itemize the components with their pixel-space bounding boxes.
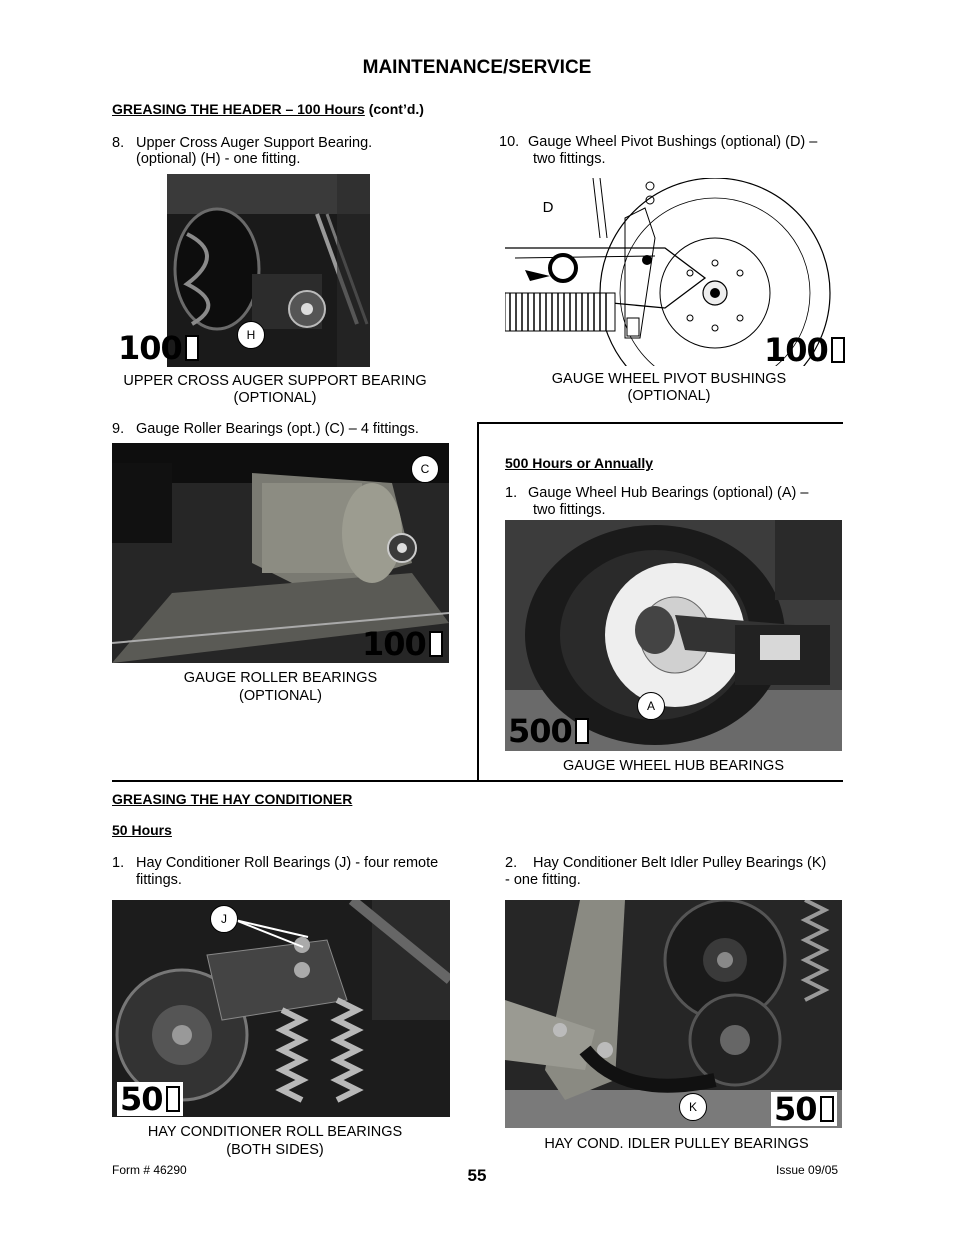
caption-gauge-wheel-pivot-2: (OPTIONAL): [627, 388, 711, 404]
item-9-line1: Gauge Roller Bearings (opt.) (C) – 4 fittings.: [136, 421, 419, 437]
item-8-line2: (optional) (H) - one fitting.: [136, 151, 301, 167]
section-heading-underlined: GREASING THE HEADER – 100 Hours: [112, 101, 365, 117]
item-8-line1: Upper Cross Auger Support Bearing.: [136, 135, 373, 151]
box-500-line2: two fittings.: [533, 502, 606, 518]
caption-hay-idler-pulley: HAY COND. IDLER PULLEY BEARINGS: [544, 1136, 809, 1152]
box-left-border: [477, 422, 479, 781]
hourglass-icon: [831, 337, 845, 363]
caption-gauge-roller-2: (OPTIONAL): [239, 688, 322, 704]
badge-100-hours: [362, 627, 443, 661]
footer-issue: Issue 09/05: [776, 1163, 839, 1177]
badge-label: 50: [774, 1090, 817, 1128]
badge-label: 50: [120, 1080, 163, 1118]
box-top-border: [477, 422, 843, 424]
badge-100-hours: [118, 331, 199, 365]
caption-hay-roll-2: (BOTH SIDES): [226, 1142, 324, 1158]
callout-j-pointer-lines: [223, 912, 323, 952]
callout-c: C: [411, 455, 439, 483]
subheading-50-hours: 50 Hours: [112, 822, 172, 838]
box-500-line1: Gauge Wheel Hub Bearings (optional) (A) –: [528, 485, 809, 501]
hourglass-icon: [575, 718, 589, 744]
box-500-heading: 500 Hours or Annually: [505, 455, 654, 471]
badge-50-hours: [771, 1092, 837, 1126]
item-9-number: 9.: [112, 421, 125, 437]
item-8-number: 8.: [112, 135, 125, 151]
caption-hay-roll-1: HAY CONDITIONER ROLL BEARINGS: [147, 1124, 403, 1140]
badge-100-hours: [764, 333, 845, 367]
section-heading-suffix: (cont’d.): [364, 101, 424, 117]
callout-k: K: [679, 1093, 707, 1121]
badge-label: 500: [508, 712, 572, 750]
item-10-line2: two fittings.: [533, 151, 606, 167]
hourglass-icon: [820, 1096, 834, 1122]
section-divider: [112, 780, 843, 782]
hay-item-2-line1: Hay Conditioner Belt Idler Pulley Bearings (K): [533, 855, 827, 871]
callout-j: J: [210, 905, 238, 933]
item-10-line1: Gauge Wheel Pivot Bushings (optional) (D) –: [528, 134, 818, 150]
caption-gauge-wheel-hub: GAUGE WHEEL HUB BEARINGS: [562, 758, 785, 774]
badge-50-hours: [117, 1082, 183, 1116]
caption-gauge-roller-1: GAUGE ROLLER BEARINGS: [183, 670, 378, 686]
caption-gauge-wheel-pivot-1: GAUGE WHEEL PIVOT BUSHINGS: [551, 371, 787, 387]
item-10-number: 10.: [499, 134, 520, 150]
section-heading-header: [112, 101, 424, 117]
callout-h: H: [237, 321, 265, 349]
hay-item-1-line1: Hay Conditioner Roll Bearings (J) - four remote: [136, 855, 439, 871]
badge-label: 100: [764, 331, 828, 369]
hourglass-icon: [429, 631, 443, 657]
hourglass-icon: [185, 335, 199, 361]
caption-upper-cross-auger-1: UPPER CROSS AUGER SUPPORT BEARING: [123, 373, 427, 389]
badge-label: 100: [118, 329, 182, 367]
hay-item-1-number: 1.: [112, 855, 125, 871]
callout-d: D: [542, 198, 554, 216]
hay-item-1-line2: fittings.: [136, 872, 182, 888]
badge-label: 100: [362, 625, 426, 663]
hay-item-2-line2: - one fitting.: [505, 872, 581, 888]
page-title: MAINTENANCE/SERVICE: [362, 57, 592, 78]
section-heading-hay-conditioner: GREASING THE HAY CONDITIONER: [112, 791, 353, 807]
hourglass-icon: [166, 1086, 180, 1112]
badge-500-hours: [508, 714, 589, 748]
box-500-item-number: 1.: [505, 485, 518, 501]
footer-form-number: Form # 46290: [112, 1163, 187, 1177]
callout-a: A: [637, 692, 665, 720]
page-number: 55: [467, 1166, 487, 1185]
hay-item-2-number: 2.: [505, 855, 518, 871]
caption-upper-cross-auger-2: (OPTIONAL): [233, 390, 317, 406]
